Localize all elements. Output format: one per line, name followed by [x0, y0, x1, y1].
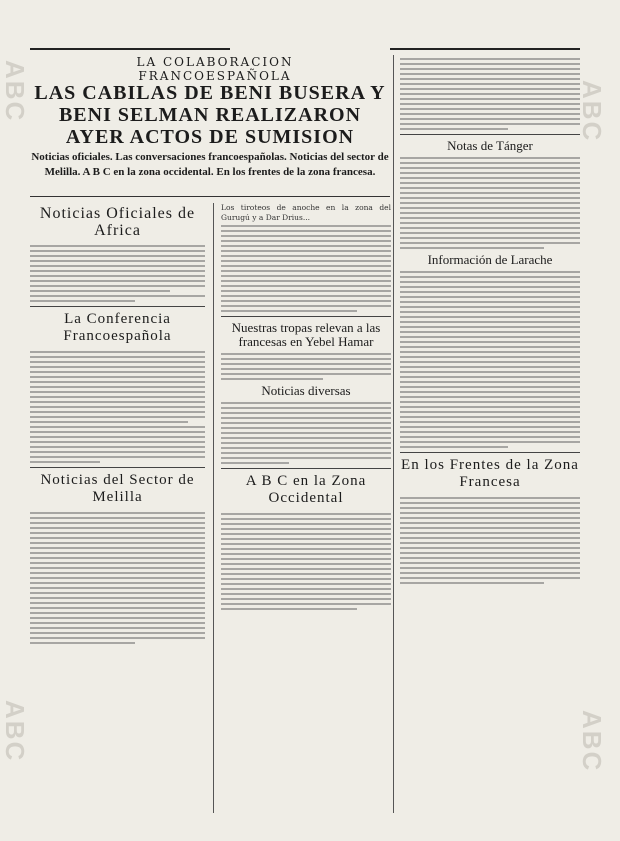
- top-rule-left: [30, 48, 230, 50]
- article-melilla-body: [30, 512, 205, 644]
- article-separator: [221, 316, 391, 317]
- column-divider: [213, 203, 214, 813]
- article-separator: [30, 306, 205, 307]
- heading-notas-tanger: Notas de Tánger: [447, 138, 533, 153]
- abc-watermark-stamp: ABC: [0, 60, 30, 123]
- column-3: [400, 55, 580, 815]
- article-separator: [30, 467, 205, 468]
- heading-conferencia: La Conferencia Francoespañola: [63, 311, 172, 344]
- article-tanger-body: [400, 157, 580, 249]
- article-frentes-body: [400, 497, 580, 584]
- article-separator: [400, 134, 580, 135]
- article-larache-body: [400, 271, 580, 448]
- column-divider: [393, 55, 394, 813]
- heading-yebel-hamar: Nuestras tropas relevan a las francesas en Yebel Hamar: [231, 320, 381, 349]
- heading-frentes-francesa: En los Frentes de la Zona Francesa: [401, 457, 579, 490]
- heading-abc-occidental: A B C en la Zona Occidental: [245, 473, 367, 506]
- article-oficiales-body: [30, 245, 205, 302]
- article-open-paragraph: Los tiroteos de anoche en la zona del Gurugú y a Dar Drius...: [221, 203, 391, 222]
- article-diversas-body: [221, 402, 391, 464]
- section-title: LA COLABORACION FRANCOESPAÑOLA: [136, 55, 294, 83]
- article-conferencia-body: [30, 351, 205, 463]
- heading-noticias-oficiales: Noticias Oficiales de Africa: [39, 205, 196, 239]
- heading-noticias-diversas: Noticias diversas: [261, 383, 351, 398]
- article-abc-body: [221, 513, 391, 610]
- abc-watermark-stamp: ABC: [577, 80, 607, 143]
- article-separator: [221, 468, 391, 469]
- heading-larache: Información de Larache: [427, 252, 553, 267]
- article-top-continuation: [400, 58, 580, 130]
- heading-sector-melilla: Noticias del Sector de Melilla: [40, 472, 195, 505]
- abc-watermark-stamp: ABC: [577, 710, 607, 773]
- article-yebel-body: [221, 353, 391, 380]
- column-1: [30, 203, 205, 813]
- article-separator: [400, 452, 580, 453]
- top-rule-right: [390, 48, 580, 50]
- headline-rule: [30, 196, 390, 197]
- abc-watermark-stamp: ABC: [0, 700, 30, 763]
- article-open-body: [221, 225, 391, 312]
- column-2: [221, 203, 391, 813]
- subheadline: Noticias oficiales. Las conversaciones francoespañolas. Noticias del sector de Melilla. A B C en la zona occidental. En los frentes de la zona francesa.: [31, 151, 389, 178]
- main-headline: LAS CABILAS DE BENI BUSERA Y BENI SELMAN REALIZARON AYER ACTOS DE SUMISION: [34, 82, 386, 148]
